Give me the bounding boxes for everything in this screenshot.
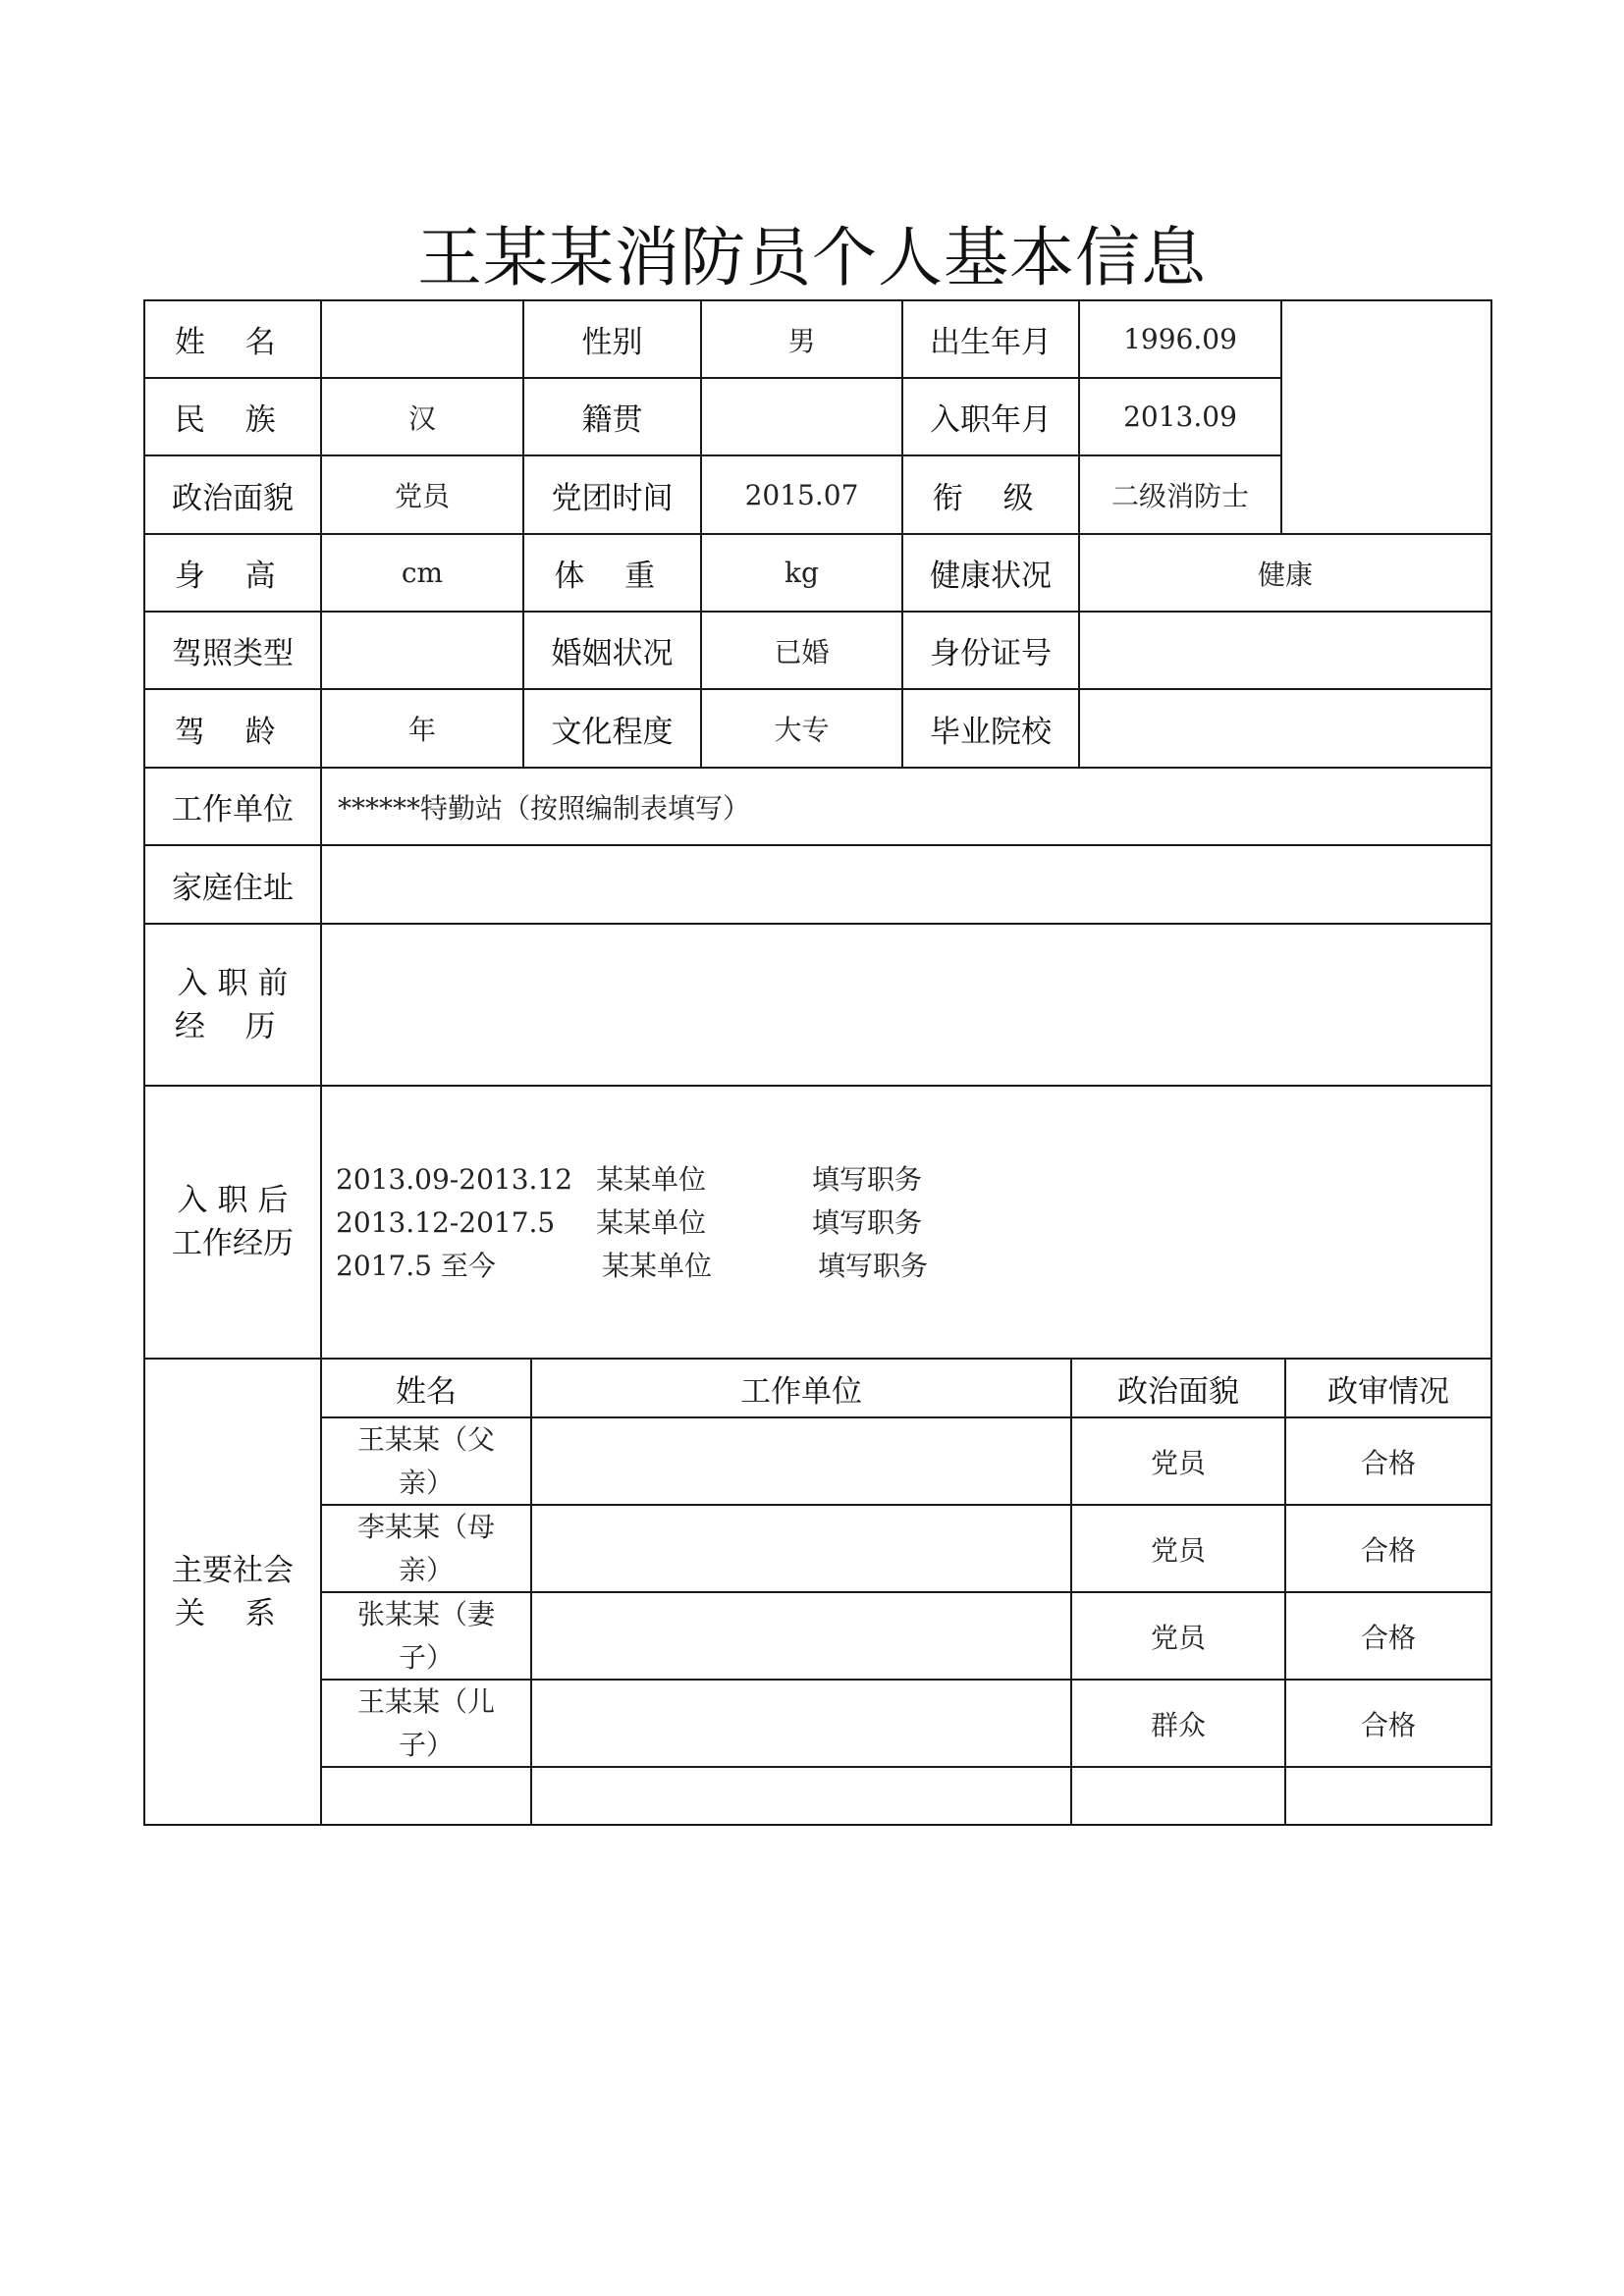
height-label: 身 高 — [174, 559, 292, 594]
rank-label: 衔 级 — [932, 480, 1050, 516]
education-label: 文化程度 — [551, 714, 674, 750]
birth-label: 出生年月 — [930, 325, 1052, 360]
school-label: 毕业院校 — [930, 714, 1052, 750]
ethnicity-value[interactable]: 汉 — [407, 401, 436, 435]
page-title: 王某某消防员个人基本信息 — [417, 220, 1207, 295]
work-history-list — [336, 1158, 928, 1288]
relation-name-line1: 王某某（儿 — [356, 1684, 495, 1718]
marital-label: 婚姻状况 — [551, 636, 674, 671]
id-number-label: 身份证号 — [930, 636, 1052, 671]
relation-name-line2: 子） — [398, 1728, 454, 1761]
id-number-value[interactable] — [1080, 613, 1490, 688]
school-value[interactable] — [1080, 690, 1490, 767]
work-history-item — [336, 1158, 928, 1201]
work-unit: 某某单位 — [596, 1163, 707, 1196]
rank-value[interactable]: 二级消防士 — [1110, 480, 1249, 512]
marital-value[interactable]: 已婚 — [774, 635, 830, 668]
photo-column-divider — [1280, 299, 1282, 535]
work-history-item — [336, 1245, 928, 1288]
relations-header-review: 政审情况 — [1327, 1373, 1449, 1410]
relation-political[interactable] — [1072, 1768, 1284, 1824]
name-label: 姓 名 — [174, 325, 292, 360]
post-history-label-line2: 工作经历 — [172, 1226, 294, 1261]
work-period: 2013.12-2017.5 — [336, 1206, 556, 1239]
relation-unit[interactable] — [532, 1418, 1070, 1504]
work-history-item — [336, 1201, 928, 1245]
relations-header-unit: 工作单位 — [740, 1373, 862, 1410]
driving-years-value[interactable]: 年 — [407, 714, 436, 746]
relation-name-line2: 子） — [398, 1640, 454, 1674]
relation-unit[interactable] — [532, 1681, 1070, 1766]
health-value[interactable]: 健康 — [1257, 558, 1313, 591]
relation-political[interactable]: 党员 — [1150, 1621, 1206, 1654]
pre-history-label-line2: 经 历 — [174, 1008, 292, 1044]
pre-history-label — [145, 925, 320, 1085]
native-place-label: 籍贯 — [581, 402, 643, 438]
relations-label-line1: 主要社会 — [172, 1552, 294, 1588]
work-duty: 填写职务 — [812, 1163, 923, 1196]
post-history-label — [145, 1087, 320, 1358]
post-history-label-line1: 入 职 后 — [177, 1183, 289, 1218]
relation-review[interactable]: 合格 — [1360, 1621, 1416, 1654]
relation-name[interactable] — [322, 1593, 530, 1679]
education-value[interactable]: 大专 — [774, 714, 830, 746]
address-label: 家庭住址 — [172, 870, 294, 906]
relations-header-name: 姓名 — [396, 1373, 457, 1410]
gender-label: 性别 — [581, 325, 643, 360]
driving-years-label: 驾 龄 — [174, 714, 292, 750]
work-unit-label: 工作单位 — [172, 792, 294, 828]
relation-unit[interactable] — [532, 1506, 1070, 1591]
pre-history-value[interactable] — [322, 925, 1490, 1085]
pre-history-label-line1: 入 职 前 — [177, 965, 289, 1001]
table-border-right — [1490, 299, 1492, 1826]
address-value[interactable] — [322, 846, 1490, 923]
name-value[interactable] — [322, 301, 522, 377]
hire-date-label: 入职年月 — [930, 402, 1052, 438]
work-unit-value[interactable]: ******特勤站（按照编制表填写） — [338, 791, 751, 825]
party-time-value[interactable]: 2015.07 — [744, 478, 859, 511]
weight-label: 体 重 — [554, 559, 671, 594]
table-border-bottom — [143, 1824, 1492, 1826]
license-type-label: 驾照类型 — [172, 636, 294, 671]
relation-unit[interactable] — [532, 1768, 1070, 1824]
relation-name-line1: 王某某（父 — [356, 1422, 495, 1456]
ethnicity-label: 民 族 — [174, 402, 292, 438]
birth-value[interactable]: 1996.09 — [1123, 323, 1237, 355]
health-label: 健康状况 — [930, 559, 1052, 594]
license-type-value[interactable] — [322, 613, 522, 688]
relations-header-political: 政治面貌 — [1117, 1373, 1239, 1410]
work-period: 2017.5 至今 — [336, 1250, 496, 1282]
height-value[interactable]: cm — [401, 557, 444, 589]
political-label: 政治面貌 — [172, 480, 294, 516]
relation-name-line1: 李某某（母 — [356, 1510, 495, 1543]
relation-name-line2: 亲） — [398, 1466, 454, 1499]
relation-review[interactable]: 合格 — [1360, 1533, 1416, 1567]
native-place-value[interactable] — [702, 379, 901, 454]
party-time-label: 党团时间 — [551, 480, 674, 516]
weight-value[interactable]: kg — [785, 557, 819, 589]
relation-political[interactable]: 党员 — [1150, 1533, 1206, 1567]
relation-political[interactable]: 群众 — [1150, 1708, 1206, 1741]
work-unit: 某某单位 — [596, 1206, 707, 1239]
gender-value[interactable]: 男 — [787, 324, 816, 357]
work-duty: 填写职务 — [812, 1206, 923, 1239]
row-divider — [143, 1085, 1492, 1087]
work-period: 2013.09-2013.12 — [336, 1163, 573, 1196]
relation-name[interactable] — [322, 1506, 530, 1591]
relation-review[interactable] — [1286, 1768, 1490, 1824]
relations-label-line2: 关 系 — [174, 1595, 292, 1631]
relation-name[interactable] — [322, 1681, 530, 1766]
political-value[interactable]: 党员 — [394, 480, 450, 512]
relation-name-line2: 亲） — [398, 1553, 454, 1586]
relation-name[interactable] — [322, 1768, 530, 1824]
relation-review[interactable]: 合格 — [1360, 1446, 1416, 1479]
work-duty: 填写职务 — [818, 1250, 929, 1282]
hire-date-value[interactable]: 2013.09 — [1123, 400, 1237, 433]
relation-political[interactable]: 党员 — [1150, 1446, 1206, 1479]
relation-unit[interactable] — [532, 1593, 1070, 1679]
work-unit: 某某单位 — [602, 1250, 713, 1282]
relation-name-line1: 张某某（妻 — [356, 1597, 495, 1630]
relation-review[interactable]: 合格 — [1360, 1708, 1416, 1741]
relations-label — [145, 1360, 320, 1824]
relation-name[interactable] — [322, 1418, 530, 1504]
